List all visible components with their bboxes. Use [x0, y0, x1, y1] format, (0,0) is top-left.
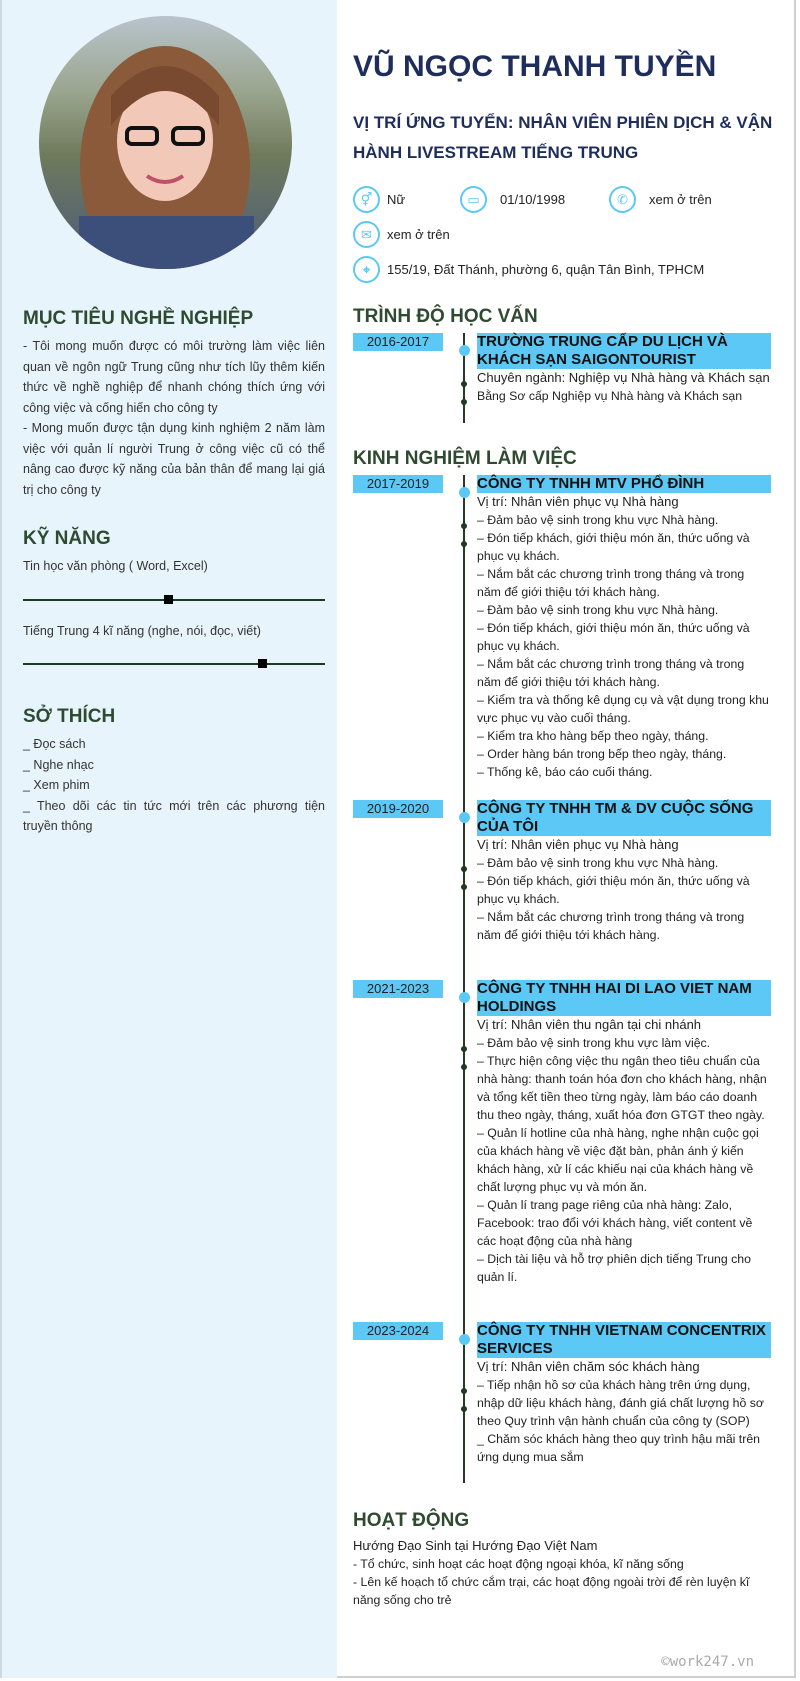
job-duty: – Dịch tài liệu và hỗ trợ phiên dịch tiếng Trung cho quản lí. [477, 1252, 751, 1284]
objective-heading: MỤC TIÊU NGHỀ NGHIỆP [23, 308, 254, 329]
watermark: ©work247.vn [661, 1654, 754, 1670]
education-line: Bằng Sơ cấp Nghiệp vụ Nhà hàng và Khách sạn [477, 389, 743, 403]
education-date: 2016-2017 [353, 333, 443, 351]
timeline-bullet [461, 1406, 467, 1412]
hobby-item: _ Xem phim [23, 778, 90, 792]
timeline-dot [459, 487, 470, 498]
timeline-bullet [461, 541, 467, 547]
job-duty: – Quản lí trang page riêng của nhà hàng: Zalo, Facebook: trao đổi với khách hàng, viết content về các hoạt động của nhà hàng [477, 1198, 753, 1248]
activities-content [353, 1537, 773, 1609]
job-entry [353, 1322, 773, 1466]
sidebar [0, 0, 337, 1678]
hobbies-heading: SỞ THÍCH [23, 706, 116, 727]
skills-section [23, 528, 325, 685]
job-entry [353, 475, 773, 781]
timeline-dot [459, 1334, 470, 1345]
gender-info [353, 186, 405, 213]
birthday-cake-icon: ▭ [460, 186, 487, 213]
avatar [39, 16, 292, 269]
email-info [353, 221, 450, 248]
job-duty: – Order hàng bán trong bếp theo ngày, tháng. [477, 747, 727, 761]
objective-section [23, 308, 325, 500]
job-duty: – Đón tiếp khách, giới thiệu món ăn, thức uống và phục vụ khách. [477, 621, 750, 653]
company-name: CÔNG TY TNHH HAI DI LAO VIET NAM HOLDINGS [477, 980, 771, 1016]
skill-bar [23, 599, 325, 601]
education-entry [353, 333, 773, 405]
activity-line: - Lên kế hoạch tổ chức cắm trại, các hoạt động ngoài trời để rèn luyện kĩ năng sống cho trẻ [353, 1575, 750, 1607]
job-duty: – Đảm bảo vệ sinh trong khu vực Nhà hàng. [477, 513, 719, 527]
birthday-info [460, 186, 565, 213]
birthday-value: 01/10/1998 [500, 192, 566, 207]
experience-heading: KINH NGHIỆM LÀM VIỆC [353, 448, 577, 469]
job-date: 2021-2023 [353, 980, 443, 998]
timeline-bullet [461, 1046, 467, 1052]
timeline-dot [459, 345, 470, 356]
job-duty: – Quản lí hotline của nhà hàng, nghe nhận cuộc gọi của khách hàng về việc đặt bàn, phản ánh ý kiến khách hàng, xử lí các khiếu nại của khách hàng về chất lượng phục vụ và món ăn. [477, 1126, 759, 1194]
job-duty: – Đảm bảo vệ sinh trong khu vực Nhà hàng. [477, 856, 719, 870]
gender-value: Nữ [387, 192, 406, 207]
job-duty: – Thực hiện công việc thu ngân theo tiêu chuẩn của nhà hàng: thanh toán hóa đơn cho khách hàng, nhận và tổng kết tiền theo từng ngày, làm báo cáo doanh thu theo ngày, tháng, xuất hóa đơn GTGT theo ngày. [477, 1054, 767, 1122]
timeline-bullet [461, 381, 467, 387]
timeline-bullet [461, 399, 467, 405]
job-duty: Vị trí: Nhân viên thu ngân tại chi nhánh [477, 1017, 702, 1032]
timeline-dot [459, 812, 470, 823]
job-duty: – Đón tiếp khách, giới thiệu món ăn, thức uống và phục vụ khách. [477, 874, 750, 906]
skill-bar [23, 663, 325, 665]
job-date: 2019-2020 [353, 800, 443, 818]
activities-heading: HOẠT ĐỘNG [353, 1510, 470, 1531]
timeline-dot [459, 992, 470, 1003]
job-duty: – Tiếp nhận hồ sơ của khách hàng trên ứng dụng, nhập dữ liệu khách hàng, đánh giá chất lượng hồ sơ theo Quy trình vận hành chuẩn của công ty (SOP) [477, 1378, 764, 1428]
objective-text: - Mong muốn được tận dụng kinh nghiệm 2 năm làm việc với quản lí người Trung ở công việc cũ có thể nâng cao được kỹ năng của bản thân để mang lại giá trị cho công ty [23, 421, 325, 497]
education-line: Chuyên ngành: Nghiệp vụ Nhà hàng và Khách sạn [477, 370, 770, 385]
job-duty: – Nắm bắt các chương trình trong tháng và trong năm để giới thiệu tới khách hàng. [477, 657, 745, 689]
activity-line: Hướng Đạo Sinh tại Hướng Đạo Việt Nam [353, 1538, 598, 1553]
company-name: CÔNG TY TNHH MTV PHỔ ĐÌNH [477, 475, 771, 493]
phone-value: xem ở trên [649, 192, 712, 207]
skill-level-marker [258, 659, 267, 668]
timeline-bullet [461, 866, 467, 872]
hobby-item: _ Nghe nhạc [23, 757, 94, 772]
skill-name: Tiếng Trung 4 kĩ năng (nghe, nói, đọc, viết) [23, 623, 261, 638]
job-duty: – Nắm bắt các chương trình trong tháng và trong năm để giới thiệu tới khách hàng. [477, 567, 745, 599]
objective-text: - Tôi mong muốn được có môi trường làm việc liên quan về ngôn ngữ Trung cũng như tích lũy thêm kiến thức về nghề nghiệp để nhanh chóng thích ứng với công việc và cống hiến cho công ty [23, 339, 325, 415]
education-school: TRƯỜNG TRUNG CẤP DU LỊCH VÀ KHÁCH SẠN SAIGONTOURIST [477, 333, 771, 369]
job-duty: – Đón tiếp khách, giới thiệu món ăn, thức uống và phục vụ khách. [477, 531, 750, 563]
phone-icon: ✆ [609, 186, 636, 213]
applied-position: VỊ TRÍ ỨNG TUYỂN: NHÂN VIÊN PHIÊN DỊCH & VẬN HÀNH LIVESTREAM TIẾNG TRUNG [353, 113, 773, 162]
hobbies-section [23, 706, 325, 837]
job-duty: – Kiểm tra và thống kê dụng cụ và vật dụng trong khu vực phục vụ vào cuối tháng. [477, 693, 769, 725]
job-duty: – Đảm bảo vệ sinh trong khu vực Nhà hàng. [477, 603, 719, 617]
timeline-bullet [461, 1064, 467, 1070]
phone-info [609, 186, 712, 213]
education-heading: TRÌNH ĐỘ HỌC VẤN [353, 306, 538, 327]
job-entry [353, 980, 773, 1286]
address-value: 155/19, Đất Thánh, phường 6, quận Tân Bình, TPHCM [387, 262, 705, 277]
job-duty: – Kiểm tra kho hàng bếp theo ngày, tháng. [477, 729, 709, 743]
activity-line: - Tổ chức, sinh hoạt các hoạt động ngoại khóa, kĩ năng sống [353, 1557, 684, 1571]
skill-name: Tin học văn phòng ( Word, Excel) [23, 559, 208, 573]
company-name: CÔNG TY TNHH TM & DV CUỘC SỐNG CỦA TÔI [477, 800, 771, 836]
job-duty: Vị trí: Nhân viên phục vụ Nhà hàng [477, 837, 679, 852]
map-pin-icon: ⌖ [353, 256, 380, 283]
job-entry [353, 800, 773, 944]
email-icon: ✉ [353, 221, 380, 248]
job-duty: Vị trí: Nhân viên phục vụ Nhà hàng [477, 494, 679, 509]
skill-level-marker [164, 595, 173, 604]
job-duty: Vị trí: Nhân viên chăm sóc khách hàng [477, 1359, 700, 1374]
timeline-bullet [461, 884, 467, 890]
gender-icon: ⚥ [353, 186, 380, 213]
job-duty: – Nắm bắt các chương trình trong tháng và trong năm để giới thiệu tới khách hàng. [477, 910, 745, 942]
timeline-bullet [461, 523, 467, 529]
company-name: CÔNG TY TNHH VIETNAM CONCENTRIX SERVICES [477, 1322, 771, 1358]
email-value: xem ở trên [387, 227, 450, 242]
skills-heading: KỸ NĂNG [23, 528, 111, 549]
hobby-item: _ Đọc sách [23, 737, 86, 751]
job-duty: – Đảm bảo vệ sinh trong khu vực làm việc. [477, 1036, 711, 1050]
job-duty: – Thống kê, báo cáo cuối tháng. [477, 765, 653, 779]
timeline-bullet [461, 1388, 467, 1394]
hobby-item: _ Theo dõi các tin tức mới trên các phương tiện truyền thông [23, 798, 325, 833]
job-duty: _ Chăm sóc khách hàng theo quy trình hậu mãi trên ứng dụng mua sắm [477, 1432, 760, 1464]
address-info [353, 256, 704, 283]
candidate-name: VŨ NGỌC THANH TUYỀN [353, 50, 717, 83]
job-date: 2017-2019 [353, 475, 443, 493]
job-date: 2023-2024 [353, 1322, 443, 1340]
